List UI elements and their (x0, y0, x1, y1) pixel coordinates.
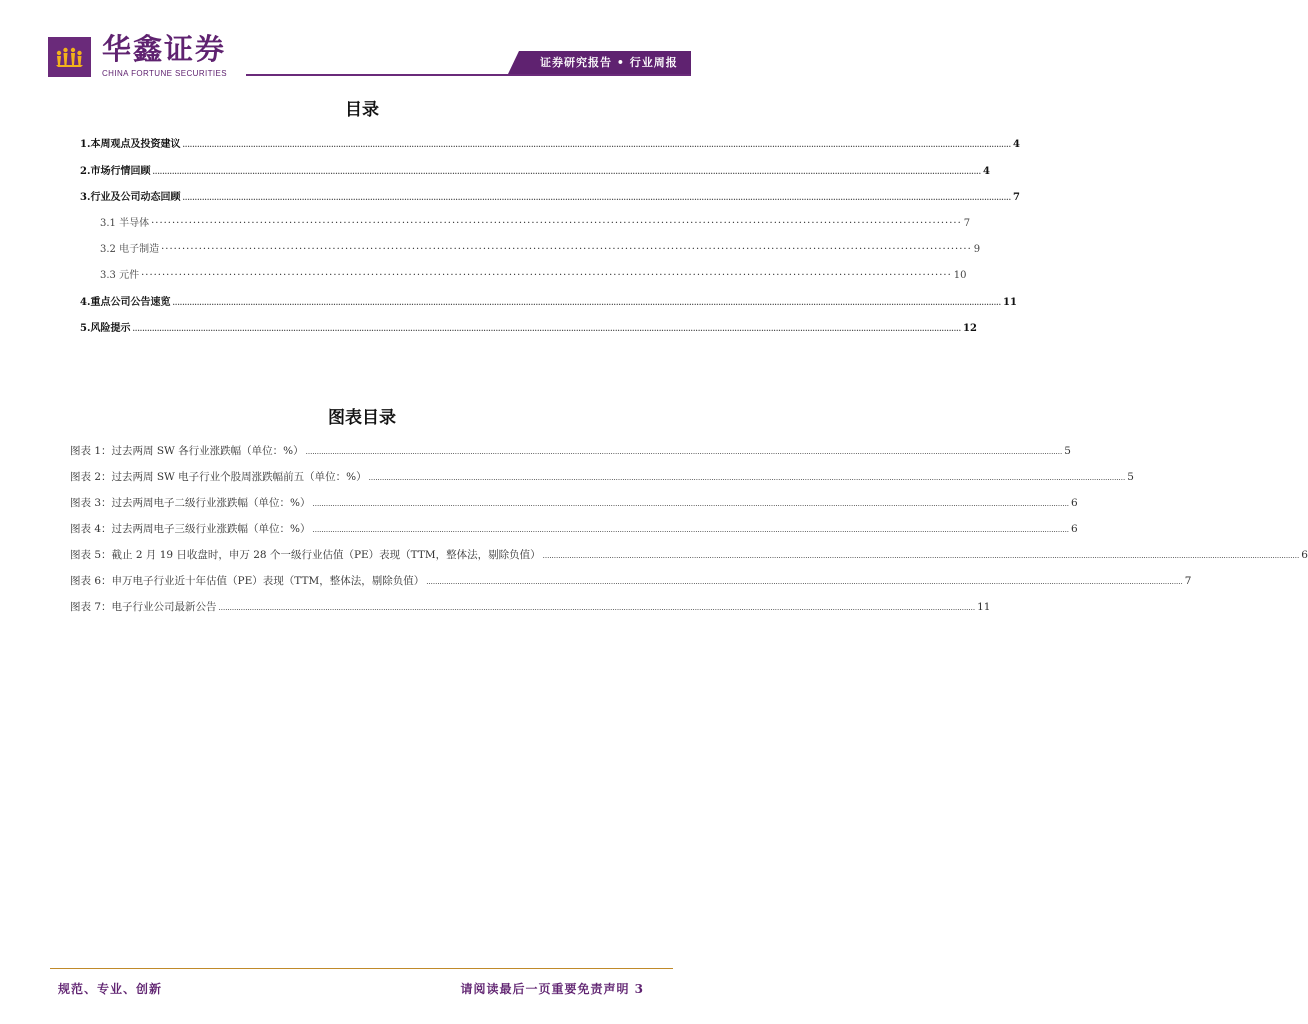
toc-item-page: 7 (963, 218, 971, 229)
toc-item-label: 风险提示 (90, 323, 131, 334)
toc-title: 目录 (345, 100, 379, 120)
toc-item-page: 4 (1013, 139, 1021, 150)
header-divider (246, 74, 691, 76)
toc-item-label: 重点公司公告速览 (90, 297, 171, 308)
brand-name-cn: 华鑫证券 (102, 32, 227, 66)
toc-item-label: 本周观点及投资建议 (90, 139, 181, 150)
figure-item[interactable]: 图表 7：电子行业公司最新公告 .................................................................................................................................................................................................................................................................................................................................................... 11 (70, 601, 991, 613)
toc-item-page: 11 (1003, 297, 1017, 308)
figure-item-label: 图表 6：申万电子行业近十年估值（PE）表现（TTM，整体法，剔除负值） (70, 575, 425, 587)
toc-subitem[interactable]: 3.1 半导体 ·································································································································································································· 7 (100, 214, 689, 229)
toc-item-page: 12 (963, 323, 977, 334)
toc-item-page: 7 (1013, 192, 1021, 203)
footer-divider (50, 968, 673, 969)
figure-item-page: 11 (977, 601, 991, 613)
toc-item[interactable]: 2. 市场行情回顾 .................................................................................................................................................................................................................................................................................................................................................... 4 (80, 162, 689, 177)
toc-subitem[interactable]: 3.2 电子制造 ·································································································································································································· 9 (100, 240, 689, 255)
company-logo-icon (48, 37, 91, 77)
footer-disclaimer-note: 请阅读最后一页重要免责声明 3 (460, 982, 644, 996)
figure-item-label: 图表 2：过去两周 SW 电子行业个股周涨跌幅前五（单位：%） (70, 471, 367, 483)
toc-item[interactable]: 1. 本周观点及投资建议 .................................................................................................................................................................................................................................................................................................................................................... 4 (80, 135, 689, 150)
toc-item-page: 4 (983, 166, 991, 177)
toc-item-label: 3.2 电子制造 (100, 244, 160, 255)
toc-item[interactable]: 4. 重点公司公告速览 .................................................................................................................................................................................................................................................................................................................................................... 11 (80, 293, 689, 308)
toc-item-label: 3.3 元件 (100, 270, 140, 281)
toc-item[interactable]: 3. 行业及公司动态回顾 .................................................................................................................................................................................................................................................................................................................................................... 7 (80, 188, 689, 203)
figure-item[interactable]: 图表 6：申万电子行业近十年估值（PE）表现（TTM，整体法，剔除负值） .................................................................................................................................................................................................................................................................................................................................................... 7 (70, 575, 1192, 587)
figure-item-page: 6 (1071, 523, 1078, 535)
toc-item-page: 10 (953, 270, 967, 281)
toc-item-label: 3.1 半导体 (100, 218, 150, 229)
toc-item[interactable]: 5. 风险提示 .................................................................................................................................................................................................................................................................................................................................................... 12 (80, 319, 689, 334)
figure-item-label: 图表 3：过去两周电子二级行业涨跌幅（单位：%） (70, 497, 311, 509)
figure-item-page: 6 (1071, 497, 1078, 509)
figure-item-label: 图表 7：电子行业公司最新公告 (70, 601, 217, 613)
figure-item[interactable]: 图表 1：过去两周 SW 各行业涨跌幅（单位：%） .................................................................................................................................................................................................................................................................................................................................................... 5 (70, 445, 1071, 457)
figure-item-page: 6 (1301, 549, 1308, 561)
toc-item-label: 市场行情回顾 (90, 166, 151, 177)
figure-item[interactable]: 图表 2：过去两周 SW 电子行业个股周涨跌幅前五（单位：%） .................................................................................................................................................................................................................................................................................................................................................... 5 (70, 471, 1134, 483)
figures-title: 图表目录 (328, 408, 396, 428)
footer-slogan: 规范、专业、创新 (58, 982, 163, 996)
report-type-label: 证券研究报告 • 行业周报 (540, 56, 678, 69)
figure-item-label: 图表 4：过去两周电子三级行业涨跌幅（单位：%） (70, 523, 311, 535)
figure-item-page: 5 (1064, 445, 1071, 457)
toc-subitem[interactable]: 3.3 元件 ·································································································································································································· 10 (100, 266, 689, 281)
figure-item-page: 5 (1127, 471, 1134, 483)
toc-item-page: 9 (973, 244, 981, 255)
figure-item-page: 7 (1184, 575, 1192, 587)
figure-item[interactable]: 图表 4：过去两周电子三级行业涨跌幅（单位：%） .................................................................................................................................................................................................................................................................................................................................................... 6 (70, 523, 1078, 535)
toc-item-label: 行业及公司动态回顾 (90, 192, 181, 203)
figure-item-label: 图表 5：截止 2 月 19 日收盘时，申万 28 个一级行业估值（PE）表现（TTM，整体法，剔除负值） (70, 549, 541, 561)
figure-item[interactable]: 图表 5：截止 2 月 19 日收盘时，申万 28 个一级行业估值（PE）表现（TTM，整体法，剔除负值） .................................................................................................................................................................................................................................................................................................................................................... 6 (70, 549, 1308, 561)
brand-name-en: CHINA FORTUNE SECURITIES (102, 69, 228, 78)
figure-item[interactable]: 图表 3：过去两周电子二级行业涨跌幅（单位：%） .................................................................................................................................................................................................................................................................................................................................................... 6 (70, 497, 1078, 509)
figure-item-label: 图表 1：过去两周 SW 各行业涨跌幅（单位：%） (70, 445, 304, 457)
